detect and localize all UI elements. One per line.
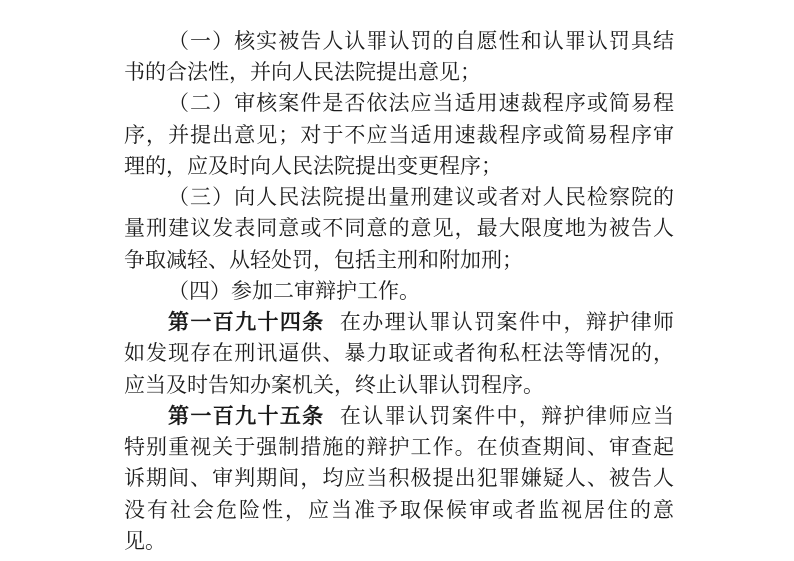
article-195-line-2: 特别重视关于强制措施的辩护工作。在侦查期间、审查起 (124, 435, 674, 460)
article-195-line-4: 没有社会危险性，应当准予取保候审或者监视居住的意 (124, 497, 674, 522)
paragraph-1-line-1: （一）核实被告人认罪认罚的自愿性和认罪认罚具结 (168, 29, 674, 53)
article-194-line-1: 在办理认罪认罚案件中，辩护律师 (338, 310, 675, 335)
paragraph-4-line-1: （四）参加二审辩护工作。 (168, 278, 420, 303)
article-195-first-line (168, 401, 674, 432)
paragraph-3-line-3: 争取减轻、从轻处罚，包括主刑和附加刑； (124, 247, 523, 272)
paragraph-3-line-2: 量刑建议发表同意或不同意的意见，最大限度地为被告人 (124, 216, 674, 241)
paragraph-3-line-1: （三）向人民法院提出量刑建议或者对人民检察院的 (168, 185, 674, 210)
article-194-first-line (168, 307, 674, 338)
article-195-heading: 第一百九十五条 (168, 403, 325, 428)
article-194-line-3: 应当及时告知办案机关，终止认罪认罚程序。 (124, 372, 544, 397)
paragraph-1-line-2: 书的合法性，并向人民法院提出意见； (124, 60, 481, 85)
article-195-line-5: 见。 (124, 528, 166, 553)
article-194-line-2: 如发现存在刑讯逼供、暴力取证或者徇私枉法等情况的， (124, 341, 674, 366)
article-194-heading: 第一百九十四条 (168, 310, 325, 335)
article-195-line-1: 在认罪认罚案件中，辩护律师应当 (338, 403, 675, 428)
article-195-line-3: 诉期间、审判期间，均应当积极提出犯罪嫌疑人、被告人 (124, 466, 674, 491)
paragraph-2-line-2: 序，并提出意见；对于不应当适用速裁程序或简易程序审 (124, 122, 674, 147)
paragraph-2-line-3: 理的，应及时向人民法院提出变更程序； (124, 153, 502, 178)
paragraph-2-line-1: （二）审核案件是否依法应当适用速裁程序或简易程 (168, 91, 674, 116)
